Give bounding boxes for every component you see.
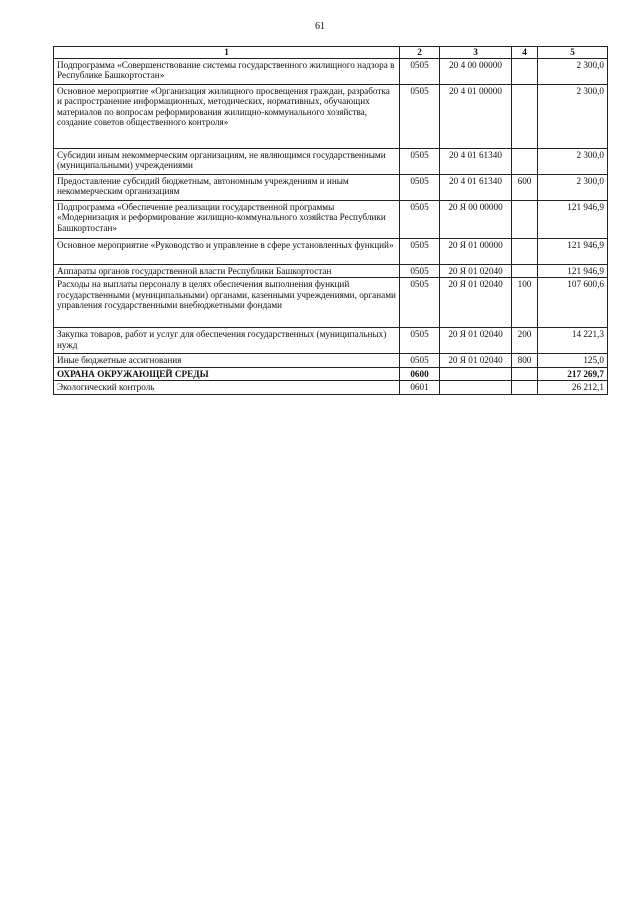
row-name-cell: Подпрограмма «Совершенствование системы государственного жилищного надзора в Республике Башкортостан» xyxy=(54,58,400,84)
table-row xyxy=(54,174,608,200)
row-target-cell: 20 Я 01 00000 xyxy=(440,238,512,264)
table-row xyxy=(54,148,608,174)
row-code-cell: 0505 xyxy=(400,238,440,264)
table-row xyxy=(54,58,608,84)
row-amount-cell: 2 300,0 xyxy=(538,148,608,174)
row-target-cell: 20 4 00 00000 xyxy=(440,58,512,84)
row-target-cell: 20 Я 01 02040 xyxy=(440,278,512,328)
row-code-cell: 0600 xyxy=(400,367,440,381)
row-type-cell xyxy=(512,367,538,381)
row-name-cell: Предоставление субсидий бюджетным, автономным учреждениям и иным некоммерческим организациям xyxy=(54,174,400,200)
row-name-cell: Подпрограмма «Обеспечение реализации государственной программы «Модернизация и реформирование жилищно-коммунального хозяйства Республики Башкортостан» xyxy=(54,200,400,238)
table-row xyxy=(54,328,608,354)
row-name-cell: Субсидии иным некоммерческим организациям, не являющимся государственными (муниципальными) учреждениями xyxy=(54,148,400,174)
column-header: 2 xyxy=(400,47,440,59)
row-amount-cell: 217 269,7 xyxy=(538,367,608,381)
row-target-cell: 20 4 01 61340 xyxy=(440,148,512,174)
page-number: 61 xyxy=(315,21,325,32)
row-target-cell: 20 Я 01 02040 xyxy=(440,264,512,278)
row-amount-cell: 2 300,0 xyxy=(538,84,608,148)
column-header: 1 xyxy=(54,47,400,59)
row-type-cell xyxy=(512,264,538,278)
table-body xyxy=(54,58,608,394)
row-amount-cell: 121 946,9 xyxy=(538,264,608,278)
column-header: 3 xyxy=(440,47,512,59)
table-row xyxy=(54,278,608,328)
row-type-cell xyxy=(512,381,538,395)
row-type-cell xyxy=(512,58,538,84)
row-amount-cell: 121 946,9 xyxy=(538,200,608,238)
row-code-cell: 0505 xyxy=(400,84,440,148)
row-type-cell xyxy=(512,200,538,238)
row-type-cell: 800 xyxy=(512,354,538,368)
row-amount-cell: 26 212,1 xyxy=(538,381,608,395)
row-code-cell: 0505 xyxy=(400,278,440,328)
row-amount-cell: 14 221,3 xyxy=(538,328,608,354)
table-row xyxy=(54,200,608,238)
row-target-cell: 20 4 01 00000 xyxy=(440,84,512,148)
table-row xyxy=(54,84,608,148)
table-row xyxy=(54,367,608,381)
row-target-cell xyxy=(440,381,512,395)
row-type-cell: 200 xyxy=(512,328,538,354)
row-name-cell: Основное мероприятие «Руководство и управление в сфере установленных функций» xyxy=(54,238,400,264)
row-code-cell: 0505 xyxy=(400,148,440,174)
row-name-cell: Расходы на выплаты персоналу в целях обеспечения выполнения функций государственными (муниципальными) органами, казенными учреждениями, органами управления государственными внебюджетными фондами xyxy=(54,278,400,328)
row-target-cell: 20 Я 01 02040 xyxy=(440,354,512,368)
row-type-cell xyxy=(512,84,538,148)
row-name-cell: Аппараты органов государственной власти Республики Башкортостан xyxy=(54,264,400,278)
table-row xyxy=(54,381,608,395)
row-name-cell: ОХРАНА ОКРУЖАЮЩЕЙ СРЕДЫ xyxy=(54,367,400,381)
row-amount-cell: 2 300,0 xyxy=(538,58,608,84)
row-code-cell: 0505 xyxy=(400,354,440,368)
row-amount-cell: 125,0 xyxy=(538,354,608,368)
row-code-cell: 0505 xyxy=(400,58,440,84)
row-type-cell xyxy=(512,148,538,174)
row-amount-cell: 2 300,0 xyxy=(538,174,608,200)
row-name-cell: Экологический контроль xyxy=(54,381,400,395)
row-target-cell: 20 Я 00 00000 xyxy=(440,200,512,238)
row-amount-cell: 107 600,6 xyxy=(538,278,608,328)
row-name-cell: Основное мероприятие «Организация жилищного просвещения граждан, разработка и распространение информационных, методических, нормативных, обучающих материалов по вопросам реформирования жилищно-коммунального хозяйства, создание советов общественного контроля» xyxy=(54,84,400,148)
row-type-cell xyxy=(512,238,538,264)
column-header: 5 xyxy=(538,47,608,59)
row-type-cell: 100 xyxy=(512,278,538,328)
table-row xyxy=(54,354,608,368)
row-amount-cell: 121 946,9 xyxy=(538,238,608,264)
row-code-cell: 0601 xyxy=(400,381,440,395)
row-code-cell: 0505 xyxy=(400,264,440,278)
table-row xyxy=(54,238,608,264)
row-target-cell: 20 Я 01 02040 xyxy=(440,328,512,354)
column-header: 4 xyxy=(512,47,538,59)
row-code-cell: 0505 xyxy=(400,174,440,200)
row-code-cell: 0505 xyxy=(400,328,440,354)
row-code-cell: 0505 xyxy=(400,200,440,238)
budget-table xyxy=(53,46,608,395)
row-name-cell: Иные бюджетные ассигнования xyxy=(54,354,400,368)
table-header-row xyxy=(54,47,608,59)
table-row xyxy=(54,264,608,278)
row-type-cell: 600 xyxy=(512,174,538,200)
row-target-cell xyxy=(440,367,512,381)
row-target-cell: 20 4 01 61340 xyxy=(440,174,512,200)
row-name-cell: Закупка товаров, работ и услуг для обеспечения государственных (муниципальных) нужд xyxy=(54,328,400,354)
